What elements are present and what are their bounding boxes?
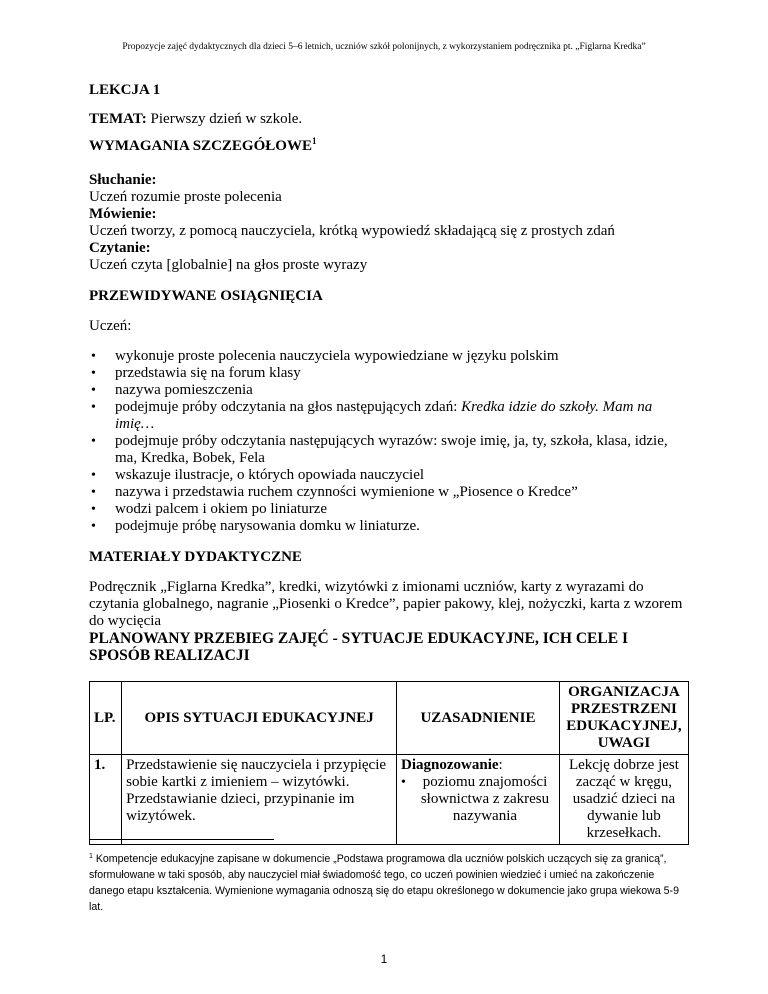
- req-text-sluchanie: Uczeń rozumie proste polecenia: [89, 189, 282, 205]
- list-item: • poziomu znajomości słownictwa z zakresu nazywania: [415, 774, 555, 825]
- footnote: [89, 851, 689, 915]
- page-content: [89, 80, 689, 845]
- list-item: • podejmuje próby odczytania następujących wyrazów: swoje imię, ja, ty, szkoła, klasa, idzie, ma, Kredka, Bobek, Fela: [115, 433, 689, 467]
- materialy-heading: MATERIAŁY DYDAKTYCZNE: [89, 549, 302, 565]
- page-number: 1: [380, 952, 388, 966]
- list-item: • wskazuje ilustracje, o których opowiada nauczyciel: [115, 467, 689, 484]
- list-item: • nazywa pomieszczenia: [115, 382, 689, 399]
- list-item: • przedstawia się na forum klasy: [115, 365, 689, 382]
- req-text-czytanie: Uczeń czyta [globalnie] na głos proste wyrazy: [89, 257, 368, 273]
- footnote-text: Kompetencje edukacyjne zapisane w dokumencie „Podstawa programowa dla uczniów polskich uczących się za granicą”, sformułowane w taki sposób, aby nauczyciel miał świadomość tego, co uczeń powinien wiedzieć i umieć na zakończenie danego etapu kształcenia. Wymienione wymagania odnoszą się do etapu określonego w dokumencie jako grupa wiekowa 5-9 lat.: [89, 853, 679, 913]
- wymagania-heading-text: WYMAGANIA SZCZEGÓŁOWE: [89, 138, 312, 154]
- cell-lp: 1.: [90, 755, 122, 845]
- footnote-ref: 1: [311, 136, 317, 146]
- plan-heading: PLANOWANY PRZEBIEG ZAJĘĆ - SYTUACJE EDUKACYJNE, ICH CELE I SPOSÓB REALIZACJI: [89, 630, 628, 664]
- uzasadnienie-colon: :: [498, 757, 503, 773]
- req-text-mowienie: Uczeń tworzy, z pomocą nauczyciela, krótką wypowiedź składającą się z prostych zdań: [89, 223, 615, 239]
- req-label-czytanie: Czytanie:: [89, 240, 151, 256]
- requirements-block: [89, 172, 689, 274]
- list-item: [115, 399, 689, 433]
- col-header-opis: OPIS SYTUACJI EDUKACYJNEJ: [122, 682, 397, 755]
- req-label-sluchanie: Słuchanie:: [89, 172, 157, 188]
- temat-line: [89, 111, 689, 128]
- req-label-mowienie: Mówienie:: [89, 206, 157, 222]
- uczen-label: Uczeń:: [89, 318, 132, 334]
- lesson-plan-table: [89, 681, 689, 845]
- list-item: • podejmuje próbę narysowania domku w liniaturze.: [115, 518, 689, 535]
- table-row: [90, 755, 689, 845]
- materialy-text: Podręcznik „Figlarna Kredka”, kredki, wizytówki z imionami uczniów, karty z wyrazami do czytania globalnego, nagranie „Piosenki o Kredce”, papier pakowy, klej, nożyczki, karta z wzorem do wycięcia: [89, 579, 683, 629]
- lesson-title: LEKCJA 1: [89, 82, 161, 98]
- list-item: • wodzi palcem i okiem po liniaturze: [115, 501, 689, 518]
- table-header-row: [90, 682, 689, 755]
- footnote-number: 1: [89, 853, 93, 860]
- temat-label: TEMAT:: [89, 111, 147, 127]
- cell-uzasadnienie: [397, 755, 560, 845]
- temat-value: Pierwszy dzień w szkole.: [146, 111, 303, 127]
- footnote-separator: [89, 839, 274, 840]
- col-header-uzasadnienie: UZASADNIENIE: [397, 682, 560, 755]
- col-header-organizacja: ORGANIZACJA PRZESTRZENI EDUKACYJNEJ, UWAGI: [559, 682, 688, 755]
- cell-uwagi: Lekcję dobrze jest zacząć w kręgu, usadzić dzieci na dywanie lub krzesełkach.: [559, 755, 688, 845]
- uzasadnienie-label: Diagnozowanie: [401, 757, 499, 773]
- page-header: Propozycje zajęć dydaktycznych dla dzieci 5–6 letnich, uczniów szkół polonijnych, z wykorzystaniem podręcznika pt. „Figlarna Kredka”: [122, 42, 646, 52]
- uzasadnienie-list: [401, 774, 555, 825]
- list-item: • nazywa i przedstawia ruchem czynności wymienione w „Piosence o Kredce”: [115, 484, 689, 501]
- outcome-text: podejmuje próby odczytania na głos następujących zdań:: [115, 399, 462, 415]
- col-header-lp: LP.: [90, 682, 122, 755]
- osiagniecia-heading: PRZEWIDYWANE OSIĄGNIĘCIA: [89, 288, 323, 304]
- outcomes-list: [89, 348, 689, 535]
- outcome-italic-sentences: Kredka idzie do szkoły. Mam na imię…: [115, 399, 653, 432]
- cell-opis: Przedstawienie się nauczyciela i przypięcie sobie kartki z imieniem – wizytówki. Przedstawianie dzieci, przypinanie im wizytówek.: [122, 755, 397, 845]
- list-item: • wykonuje proste polecenia nauczyciela wypowiedziane w języku polskim: [115, 348, 689, 365]
- wymagania-heading: [89, 138, 689, 155]
